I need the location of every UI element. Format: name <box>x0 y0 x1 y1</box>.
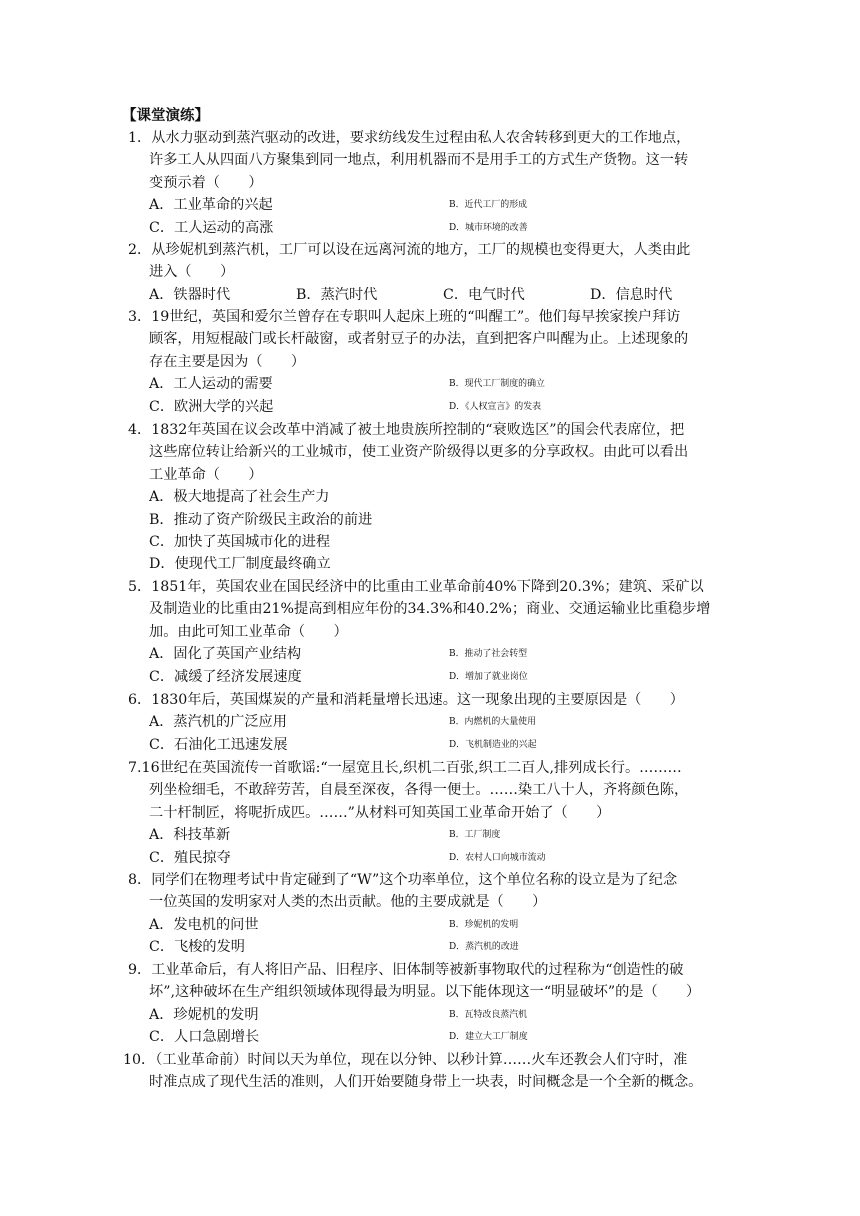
option-c[interactable]: C．减缓了经济发展速度 <box>149 668 302 685</box>
stem-line: 及制造业的比重由21%提高到相应年份的34.3%和40.2%；商业、交通运输业比重稳步增 <box>149 601 711 618</box>
option-b[interactable]: B．现代工厂制度的确立 <box>449 379 545 390</box>
option-a[interactable]: A．极大地提高了社会生产力 <box>149 489 330 506</box>
stem-line: 7.16世纪在英国流传一首歌谣:“一屋宽且长,织机二百张,织工二百人,排列成长行。……… <box>128 760 682 776</box>
option-d[interactable]: D．信息时代 <box>590 286 673 303</box>
option-b[interactable]: B．近代工厂的形成 <box>449 200 528 211</box>
option-b[interactable]: B．蒸汽时代 <box>296 286 378 303</box>
option-c[interactable]: C．加快了英国城市化的进程 <box>149 534 331 551</box>
option-c[interactable]: C．殖民掠夺 <box>149 849 231 866</box>
stem-line: 5．1851年，英国农业在国民经济中的比重由工业革命前40%下降到20.3%；建筑、采矿以 <box>128 579 704 595</box>
question-8 <box>128 869 736 959</box>
option-c[interactable]: C．电气时代 <box>443 286 525 303</box>
answer-options <box>128 824 736 869</box>
answer-options <box>128 284 736 306</box>
question-10 <box>123 1049 736 1094</box>
option-d[interactable]: D．蒸汽机的改进 <box>449 942 519 953</box>
option-a[interactable]: A．固化了英国产业结构 <box>149 646 302 663</box>
option-d[interactable]: D．使现代工厂制度最终确立 <box>149 556 331 573</box>
stem-line: 一位英国的发明家对人类的杰出贡献。他的主要成就是（ ） <box>149 894 547 911</box>
answer-options <box>128 194 736 239</box>
question-stem <box>123 1049 736 1094</box>
answer-options <box>128 711 736 756</box>
stem-line: 坏”,这种破坏在生产组织领域体现得最为明显。以下能体现这一“明显破坏”的是（ ） <box>149 984 701 1001</box>
option-a[interactable]: A．工业革命的兴起 <box>149 197 273 214</box>
option-c[interactable]: C．欧洲大学的兴起 <box>149 398 274 415</box>
stem-line: 存在主要是因为（ ） <box>149 353 306 370</box>
option-b[interactable]: B．珍妮机的发明 <box>449 919 519 930</box>
question-stem <box>128 419 736 486</box>
stem-line: 工业革命（ ） <box>149 466 263 483</box>
answer-options <box>128 1004 736 1049</box>
question-stem <box>128 576 736 643</box>
question-3 <box>128 306 736 418</box>
stem-line: 顾客，用短棍敲门或长杆敲窗，或者射豆子的办法，直到把客户叫醒为止。上述现象的 <box>149 331 689 348</box>
option-b[interactable]: B．内燃机的大量使用 <box>449 717 537 728</box>
option-a[interactable]: A．蒸汽机的广泛应用 <box>149 714 287 731</box>
option-d[interactable]: D．建立大工厂制度 <box>449 1032 528 1043</box>
stem-line: 10．（工业革命前）时间以天为单位，现在以分钟、以秒计算……火车还教会人们守时，准 <box>123 1052 688 1068</box>
option-d[interactable]: D．城市环境的改善 <box>449 222 528 233</box>
stem-line: 1．从水力驱动到蒸汽驱动的改进，要求纺线发生过程由私人农舍转移到更大的工作地点， <box>128 130 691 146</box>
stem-line: 3．19世纪，英国和爱尔兰曾存在专职叫人起床上班的“叫醒工”。他们每早挨家挨户拜访 <box>128 309 681 325</box>
question-stem <box>128 959 736 1004</box>
question-9 <box>128 959 736 1049</box>
stem-line: 列坐检细毛，不敢辞劳苦，自晨至深夜，各得一便士。……染工八十人，齐将颜色陈， <box>149 782 689 799</box>
option-c[interactable]: C．飞梭的发明 <box>149 939 245 956</box>
option-d[interactable]: D．增加了就业岗位 <box>449 671 528 682</box>
question-stem <box>128 306 736 373</box>
stem-line: 这些席位转让给新兴的工业城市，使工业资产阶级得以更多的分享政权。由此可以看出 <box>149 444 689 461</box>
stem-line: 8．同学们在物理考试中肯定碰到了“W”这个功率单位，这个单位名称的设立是为了纪念 <box>128 872 678 888</box>
question-5 <box>128 576 736 688</box>
question-7 <box>128 757 736 869</box>
option-b[interactable]: B．推动了资产阶级民主政治的前进 <box>149 511 373 528</box>
question-stem <box>128 869 736 914</box>
question-4 <box>128 419 736 576</box>
answer-options <box>128 914 736 959</box>
option-c[interactable]: C．石油化工迅速发展 <box>149 736 288 753</box>
stem-line: 许多工人从四面八方聚集到同一地点，利用机器而不是用手工的方式生产货物。这一转 <box>149 152 689 169</box>
question-stem <box>128 757 736 824</box>
option-c[interactable]: C．工人运动的高涨 <box>149 219 274 236</box>
stem-line: 二十杆制匠，将呢折成匹。……”从材料可知英国工业革命开始了（ ） <box>149 804 611 821</box>
option-a[interactable]: A．珍妮机的发明 <box>149 1006 259 1023</box>
question-stem <box>128 127 736 194</box>
option-a[interactable]: A．铁器时代 <box>149 286 231 303</box>
option-a[interactable]: A．发电机的问世 <box>149 916 259 933</box>
option-b[interactable]: B．工厂制度 <box>449 830 501 841</box>
option-b[interactable]: B．瓦特改良蒸汽机 <box>449 1009 528 1020</box>
question-1 <box>128 127 736 239</box>
stem-line: 9．工业革命后，有人将旧产品、旧程序、旧体制等被新事物取代的过程称为“创造性的破 <box>128 962 684 978</box>
question-stem <box>128 239 736 284</box>
stem-line: 2．从珍妮机到蒸汽机，工厂可以设在远离河流的地方，工厂的规模也变得更大，人类由此 <box>128 242 691 258</box>
option-d[interactable]: D．农村人口向城市流动 <box>449 852 546 863</box>
option-c[interactable]: C．人口急剧增长 <box>149 1029 260 1046</box>
stem-line: 6．1830年后，英国煤炭的产量和消耗量增长迅速。这一现象出现的主要原因是（ ） <box>128 692 684 708</box>
stem-line: 加。由此可知工业革命（ ） <box>149 623 348 640</box>
option-a[interactable]: A．科技革新 <box>149 827 231 844</box>
stem-line: 4．1832年英国在议会改革中消减了被土地贵族所控制的“衰败选区”的国会代表席位，把 <box>128 422 685 438</box>
question-stem <box>128 689 736 711</box>
stem-line: 时准点成了现代生活的准则，人们开始要随身带上一块表，时间概念是一个全新的概念。 <box>149 1074 703 1091</box>
option-b[interactable]: B．推动了社会转型 <box>449 649 528 660</box>
question-2 <box>128 239 736 306</box>
option-d[interactable]: D．飞机制造业的兴起 <box>449 739 537 750</box>
question-6 <box>128 689 736 756</box>
option-d[interactable]: D．《人权宣言》的发表 <box>449 401 542 412</box>
option-a[interactable]: A．工人运动的需要 <box>149 376 273 393</box>
answer-options <box>128 486 736 576</box>
section-heading: 【课堂演练】 <box>122 108 209 124</box>
answer-options <box>128 373 736 418</box>
answer-options <box>128 643 736 688</box>
stem-line: 进入（ ） <box>149 264 235 281</box>
stem-line: 变预示着（ ） <box>149 174 263 191</box>
